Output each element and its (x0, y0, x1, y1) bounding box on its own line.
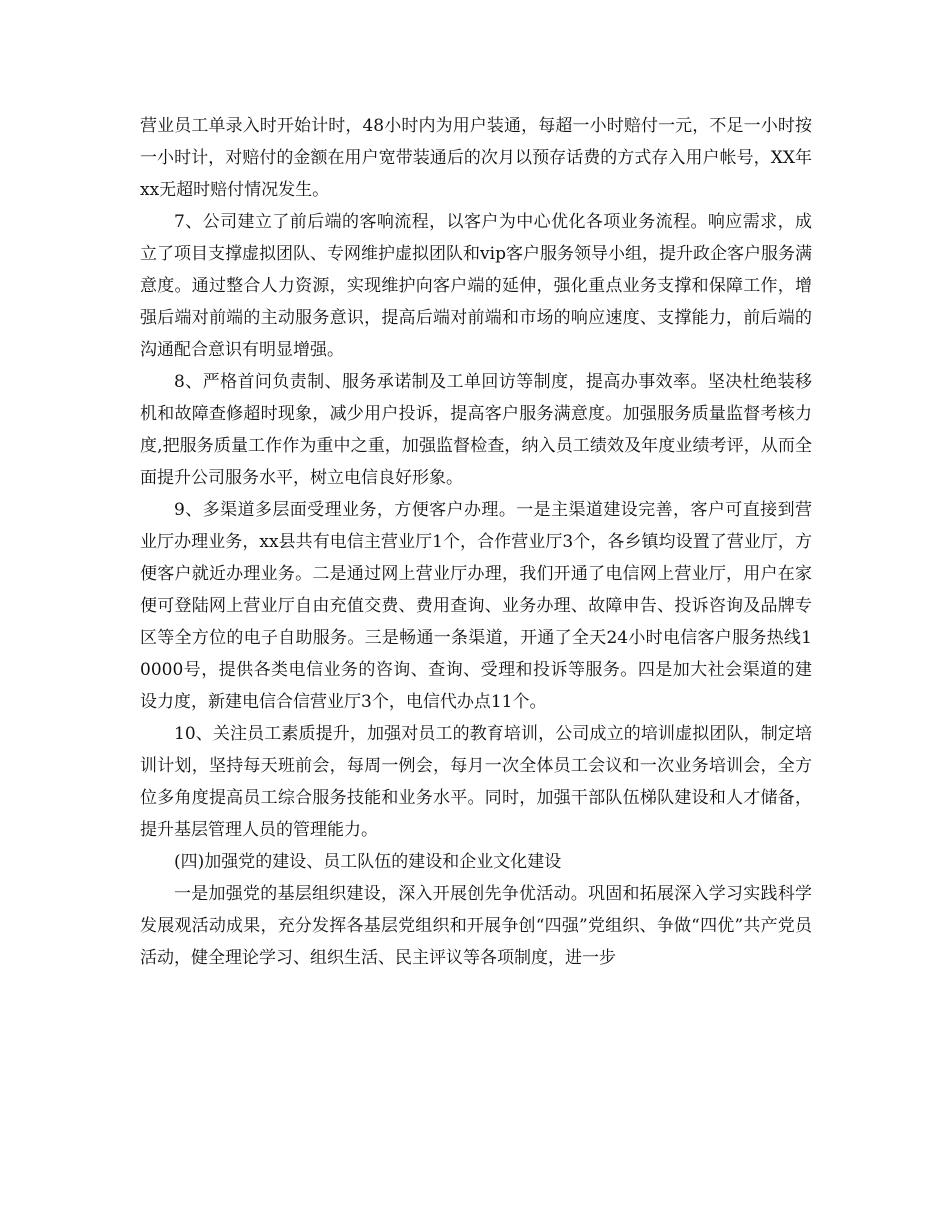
paragraph-continuation: 营业员工单录入时开始计时，48小时内为用户装通，每超一小时赔付一元，不足一小时按一小时计，对赔付的金额在用户宽带装通后的次月以预存话费的方式存入用户帐号，XX年xx无超时赔付情况发生。 (140, 116, 812, 200)
paragraph-item-8: 8、严格首问负责制、服务承诺制及工单回访等制度，提高办事效率。坚决杜绝装移机和故障查修超时现象，减少用户投诉，提高客户服务满意度。加强服务质量监督考核力度,把服务质量工作作为重中之重，加强监督检查，纳入员工绩效及年度业绩考评，从而全面提升公司服务水平，树立电信良好形象。 (140, 372, 812, 488)
paragraph-item-9: 9、多渠道多层面受理业务，方便客户办理。一是主渠道建设完善，客户可直接到营业厅办理业务，xx县共有电信主营业厅1个，合作营业厅3个，各乡镇均设置了营业厅，方便客户就近办理业务。二是通过网上营业厅办理，我们开通了电信网上营业厅，用户在家便可登陆网上营业厅自由充值交费、费用查询、业务办理、故障申告、投诉咨询及品牌专区等全方位的电子自助服务。三是畅通一条渠道，开通了全天24小时电信客户服务热线10000号，提供各类电信业务的咨询、查询、受理和投诉等服务。四是加大社会渠道的建设力度，新建电信合信营业厅3个，电信代办点11个。 (140, 500, 812, 712)
paragraph-item-7: 7、公司建立了前后端的客响流程，以客户为中心优化各项业务流程。响应需求，成立了项目支撑虚拟团队、专网维护虚拟团队和vip客户服务领导小组，提升政企客户服务满意度。通过整合人力资源，实现维护向客户端的延伸，强化重点业务支撑和保障工作，增强后端对前端的主动服务意识，提高后端对前端和市场的响应速度、支撑能力，前后端的沟通配合意识有明显增强。 (140, 212, 812, 360)
section-heading: (四)加强党的建设、员工队伍的建设和企业文化建设 (174, 852, 562, 872)
document-body (140, 110, 812, 974)
paragraph-item-10: 10、关注员工素质提升，加强对员工的教育培训，公司成立的培训虚拟团队，制定培训计划，坚持每天班前会，每周一例会，每月一次全体员工会议和一次业务培训会，全方位多角度提高员工综合服务技能和业务水平。同时，加强干部队伍梯队建设和人才储备，提升基层管理人员的管理能力。 (140, 724, 812, 840)
paragraph-party-building: 一是加强党的基层组织建设，深入开展创先争优活动。巩固和拓展深入学习实践科学发展观活动成果，充分发挥各基层党组织和开展争创“四强”党组织、争做“四优”共产党员活动，健全理论学习、组织生活、民主评议等各项制度，进一步 (140, 884, 812, 968)
